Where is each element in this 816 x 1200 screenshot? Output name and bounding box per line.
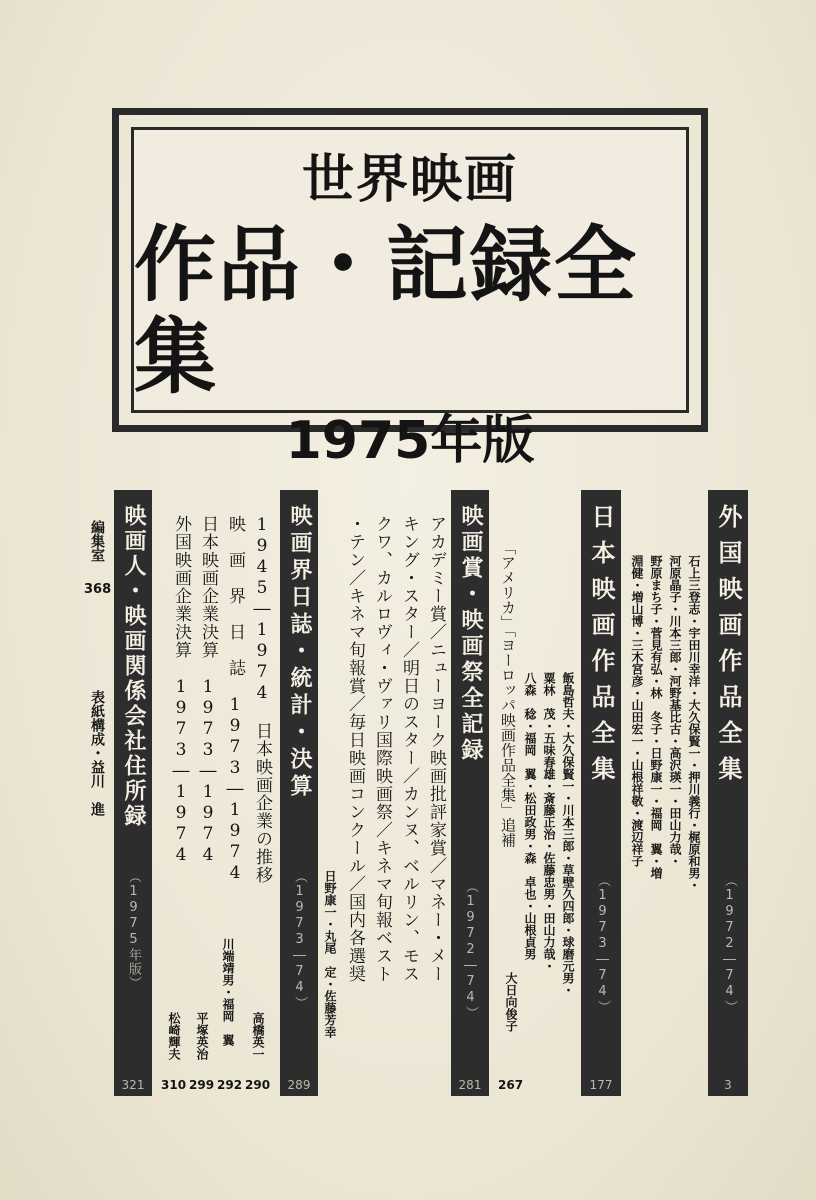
awards-line: ・テン／キネマ旬報賞／毎日映画コンクール／国内各選奨	[345, 515, 365, 983]
title-line2: 作品・記録全集	[134, 218, 639, 405]
industry-item-author: 平塚英治	[195, 1012, 209, 1060]
title-line1: 世界映画	[301, 150, 518, 210]
industry-item-title: 1945―1974 日本映画企業の推移	[252, 515, 272, 884]
section-years: （1972―74）	[463, 880, 478, 1020]
industry-item-author: 松崎輝夫	[167, 1012, 181, 1060]
section-years: （1973―74）	[595, 874, 610, 1014]
industry-item-title: 映 画 界 日 誌 1973―1974	[225, 515, 245, 884]
credit-line: 野原まち子・菅見有弘・林 冬子・日野康一・福岡 翼・増	[649, 555, 663, 879]
industry-item-author: 川端靖男・福岡 翼	[221, 938, 235, 1046]
section-years: （1972―74）	[722, 874, 737, 1014]
awards-line: クワ、カルロヴィ・ヴァリ国際映画祭／キネマ旬報ベスト	[372, 515, 392, 983]
credit-line: 河原晶子・川本三郎・河野基比古・高沢瑛一・田山力哉・	[668, 555, 682, 867]
section-band-industry	[280, 490, 318, 1096]
credit-line: 淵健・増山博・三木宮彦・山田宏一・山根祥敬・渡辺祥子	[630, 555, 644, 867]
industry-item-page: 299	[189, 1078, 215, 1092]
awards-line: アカデミー賞／ニューヨーク映画批評家賞／マネー・メー	[426, 515, 446, 983]
awards-line: キング・スター／明日のスター／カンヌ、ベルリン、モス	[399, 515, 419, 983]
editorial-page: 368	[84, 582, 112, 597]
section-years: （1973―74）	[292, 870, 307, 1010]
section-heading: 映画賞・映画祭全記録	[458, 504, 483, 764]
credit-line: 大日向俊子	[504, 972, 518, 1032]
supplement-page: 267	[498, 1078, 524, 1092]
section-heading: 映画界日誌・統計・決算	[287, 504, 312, 801]
credit-line: 飯島哲夫・大久保賢一・川本三郎・草壁久四郎・球磨元男・	[561, 672, 575, 996]
industry-item-page: 290	[245, 1078, 271, 1092]
cover-credit: 表紙構成・益川 進	[89, 690, 105, 816]
section-page: 289	[287, 1078, 311, 1092]
credit-line: 石上三登志・宇田川幸洋・大久保賢一・押川義行・梶原和男・	[687, 555, 701, 891]
industry-item-page: 310	[161, 1078, 187, 1092]
section-page: 3	[724, 1078, 732, 1092]
title-line3: 1975年版	[285, 411, 535, 471]
editorial-label: 編集室	[89, 520, 105, 562]
industry-item-page: 292	[217, 1078, 243, 1092]
industry-item-author: 高橋英一	[251, 1012, 265, 1060]
credit-line: 八森 稔・福岡 翼・松田政男・森 卓也・山根貞男	[523, 672, 537, 960]
title-box	[112, 108, 708, 471]
section-heading: 日本映画作品全集	[587, 504, 615, 792]
section-page: 321	[121, 1078, 145, 1092]
section-page: 281	[458, 1078, 482, 1092]
section-heading: 外国映画作品全集	[714, 504, 742, 792]
section-page: 177	[589, 1078, 613, 1092]
awards-credit: 日野康一・丸尾 定・佐藤芳幸	[323, 870, 337, 1038]
industry-item-title: 外国映画企業決算 1973―1974	[171, 515, 191, 866]
section-band-awards	[451, 490, 489, 1096]
section-band-foreign-films	[708, 490, 748, 1096]
credit-line: 粟林 茂・五味春雄・斎藤正治・佐藤忠男・田山力哉・	[542, 672, 556, 972]
section-band-directory	[114, 490, 152, 1096]
section-band-japanese-films	[581, 490, 621, 1096]
industry-item-title: 日本映画企業決算 1973―1974	[198, 515, 218, 866]
section-heading: 映画人・映画関係会社住所録	[121, 504, 146, 829]
supplement-title: 「アメリカ」「ヨーロッパ映画作品全集」追補	[499, 540, 517, 848]
section-years: （1975年版）	[126, 870, 141, 990]
title-inner	[131, 127, 689, 471]
